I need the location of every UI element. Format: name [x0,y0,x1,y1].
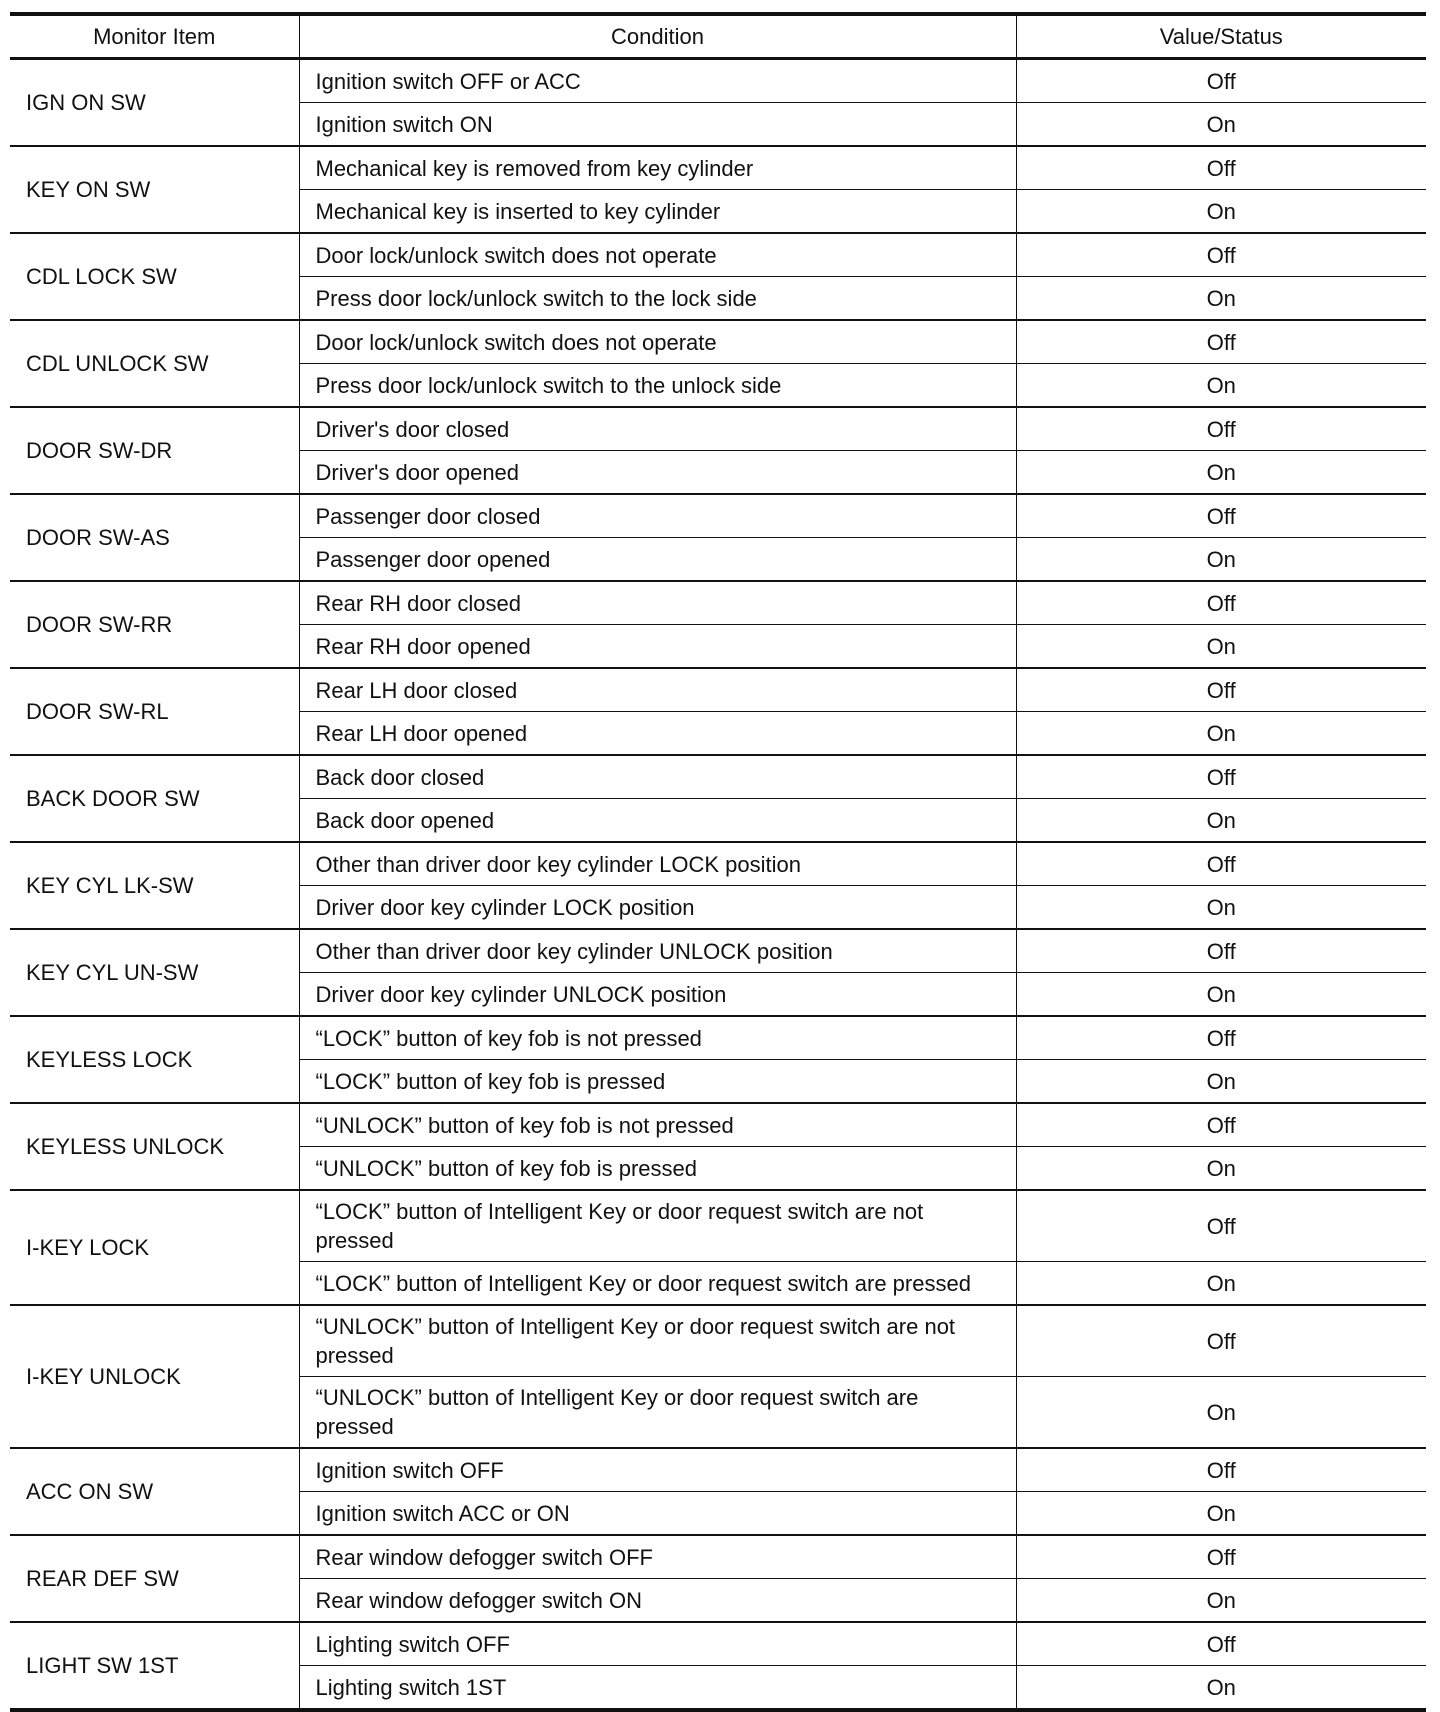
condition-cell: Driver's door opened [299,451,1016,495]
condition-cell: Press door lock/unlock switch to the unlock side [299,364,1016,408]
value-status-cell: On [1016,103,1426,147]
header-monitor-item: Monitor Item [10,14,299,59]
value-status-cell: On [1016,712,1426,756]
value-status-cell: On [1016,190,1426,234]
value-status-cell: Off [1016,581,1426,625]
condition-cell: Ignition switch ON [299,103,1016,147]
monitor-item-cell: KEY ON SW [10,146,299,233]
monitor-item-cell: IGN ON SW [10,59,299,147]
value-status-cell: On [1016,973,1426,1017]
condition-cell: Driver's door closed [299,407,1016,451]
condition-cell: Back door opened [299,799,1016,843]
condition-cell: Press door lock/unlock switch to the lock side [299,277,1016,321]
condition-cell: Driver door key cylinder LOCK position [299,886,1016,930]
condition-cell: Ignition switch ACC or ON [299,1492,1016,1536]
monitor-item-cell: KEY CYL LK-SW [10,842,299,929]
value-status-cell: On [1016,625,1426,669]
condition-cell: Lighting switch OFF [299,1622,1016,1666]
table-row [10,581,1426,625]
condition-cell: Passenger door closed [299,494,1016,538]
condition-cell: Door lock/unlock switch does not operate [299,233,1016,277]
table-row [10,1190,1426,1262]
value-status-cell: Off [1016,233,1426,277]
condition-cell: “LOCK” button of Intelligent Key or door request switch are pressed [299,1262,1016,1306]
monitor-item-table [10,12,1426,1712]
monitor-item-cell: DOOR SW-RR [10,581,299,668]
value-status-cell: Off [1016,320,1426,364]
table-row [10,1448,1426,1492]
value-status-cell: Off [1016,146,1426,190]
condition-cell: Ignition switch OFF or ACC [299,59,1016,103]
value-status-cell: On [1016,1262,1426,1306]
condition-cell: “UNLOCK” button of key fob is not pressed [299,1103,1016,1147]
value-status-cell: On [1016,364,1426,408]
monitor-item-cell: KEY CYL UN-SW [10,929,299,1016]
value-status-cell: On [1016,538,1426,582]
value-status-cell: Off [1016,1016,1426,1060]
monitor-table-sheet [10,12,1426,1712]
monitor-item-cell: DOOR SW-DR [10,407,299,494]
monitor-item-cell: DOOR SW-AS [10,494,299,581]
header-row [10,14,1426,59]
condition-cell: Rear RH door closed [299,581,1016,625]
table-row [10,668,1426,712]
condition-cell: “UNLOCK” button of Intelligent Key or door request switch are pressed [299,1377,1016,1449]
table-row [10,842,1426,886]
value-status-cell: Off [1016,59,1426,103]
condition-cell: Driver door key cylinder UNLOCK position [299,973,1016,1017]
condition-cell: “LOCK” button of Intelligent Key or door request switch are not pressed [299,1190,1016,1262]
value-status-cell: Off [1016,842,1426,886]
value-status-cell: On [1016,886,1426,930]
header-condition: Condition [299,14,1016,59]
table-row [10,59,1426,103]
value-status-cell: Off [1016,1103,1426,1147]
value-status-cell: On [1016,451,1426,495]
table-row [10,494,1426,538]
condition-cell: Back door closed [299,755,1016,799]
value-status-cell: Off [1016,1190,1426,1262]
value-status-cell: On [1016,1377,1426,1449]
table-row [10,1305,1426,1377]
value-status-cell: Off [1016,1305,1426,1377]
value-status-cell: On [1016,1666,1426,1711]
value-status-cell: Off [1016,755,1426,799]
monitor-item-cell: CDL LOCK SW [10,233,299,320]
condition-cell: Rear LH door opened [299,712,1016,756]
header-value-status: Value/Status [1016,14,1426,59]
value-status-cell: Off [1016,929,1426,973]
condition-cell: Rear RH door opened [299,625,1016,669]
table-row [10,320,1426,364]
table-row [10,1016,1426,1060]
value-status-cell: Off [1016,668,1426,712]
table-row [10,146,1426,190]
monitor-item-cell: I-KEY LOCK [10,1190,299,1305]
table-row [10,755,1426,799]
value-status-cell: Off [1016,1448,1426,1492]
table-row [10,233,1426,277]
condition-cell: Rear window defogger switch OFF [299,1535,1016,1579]
condition-cell: Door lock/unlock switch does not operate [299,320,1016,364]
value-status-cell: On [1016,1147,1426,1191]
value-status-cell: On [1016,1492,1426,1536]
monitor-item-cell: KEYLESS LOCK [10,1016,299,1103]
condition-cell: “LOCK” button of key fob is pressed [299,1060,1016,1104]
condition-cell: “UNLOCK” button of key fob is pressed [299,1147,1016,1191]
monitor-item-cell: KEYLESS UNLOCK [10,1103,299,1190]
condition-cell: Other than driver door key cylinder LOCK position [299,842,1016,886]
value-status-cell: On [1016,799,1426,843]
condition-cell: “UNLOCK” button of Intelligent Key or door request switch are not pressed [299,1305,1016,1377]
table-row [10,1622,1426,1666]
monitor-item-cell: ACC ON SW [10,1448,299,1535]
monitor-item-cell: DOOR SW-RL [10,668,299,755]
condition-cell: Other than driver door key cylinder UNLOCK position [299,929,1016,973]
monitor-item-cell: REAR DEF SW [10,1535,299,1622]
value-status-cell: Off [1016,1622,1426,1666]
monitor-item-cell: BACK DOOR SW [10,755,299,842]
condition-cell: Mechanical key is removed from key cylinder [299,146,1016,190]
table-row [10,929,1426,973]
value-status-cell: On [1016,277,1426,321]
condition-cell: “LOCK” button of key fob is not pressed [299,1016,1016,1060]
value-status-cell: On [1016,1060,1426,1104]
monitor-item-cell: I-KEY UNLOCK [10,1305,299,1448]
value-status-cell: Off [1016,407,1426,451]
monitor-item-cell: CDL UNLOCK SW [10,320,299,407]
table-row [10,1535,1426,1579]
condition-cell: Passenger door opened [299,538,1016,582]
condition-cell: Rear window defogger switch ON [299,1579,1016,1623]
monitor-item-cell: LIGHT SW 1ST [10,1622,299,1710]
table-row [10,407,1426,451]
table-body [10,59,1426,1711]
condition-cell: Lighting switch 1ST [299,1666,1016,1711]
value-status-cell: Off [1016,1535,1426,1579]
value-status-cell: On [1016,1579,1426,1623]
condition-cell: Ignition switch OFF [299,1448,1016,1492]
table-row [10,1103,1426,1147]
condition-cell: Mechanical key is inserted to key cylinder [299,190,1016,234]
condition-cell: Rear LH door closed [299,668,1016,712]
value-status-cell: Off [1016,494,1426,538]
table-header [10,14,1426,59]
